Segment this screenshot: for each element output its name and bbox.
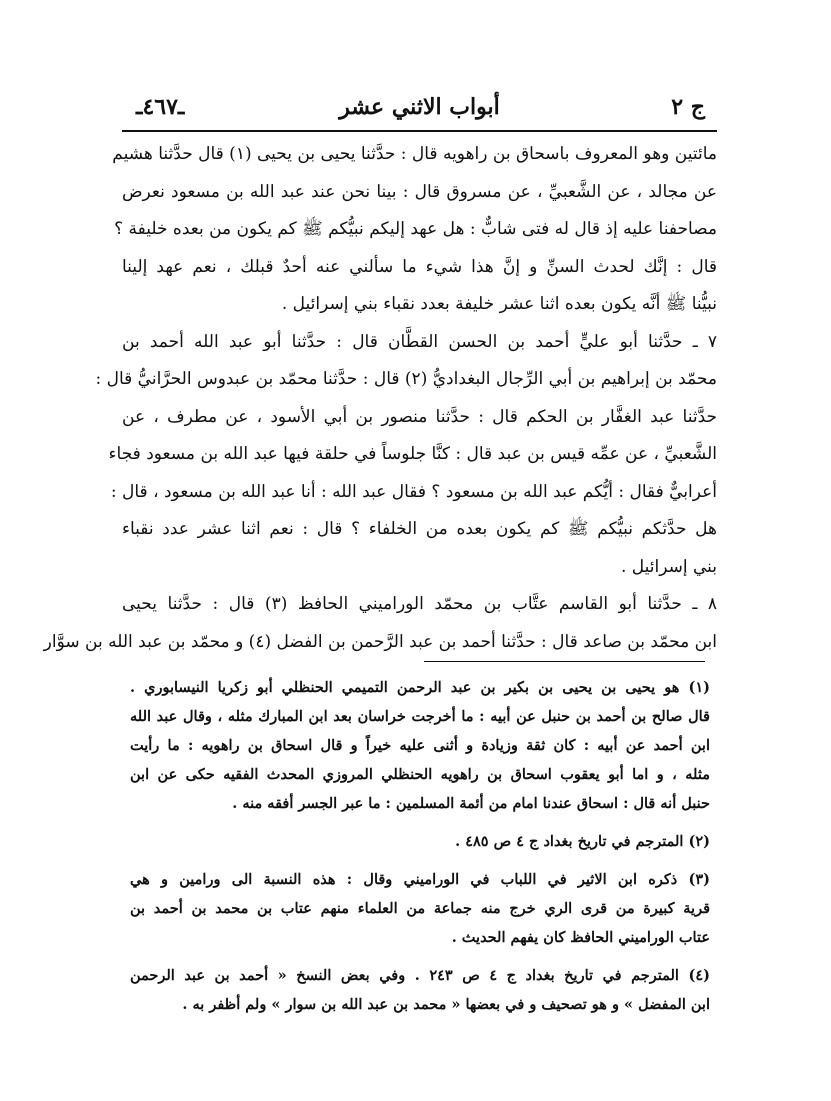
footnote-line: (٤) المترجم في تاريخ بغداد ج ٤ ص ٢٤٣ . وفي بعض النسخ « أحمد بن عبد الرحمن	[130, 967, 710, 984]
text-line: نبيُّنا ﷺ أنَّه يكون بعده اثنا عشر خليفة بعدد نقباء بني إسرائيل .	[281, 294, 717, 314]
text-line: حدَّثنا عبد الغفَّار بن الحكم قال : حدَّثنا منصور بن أبي الأسود ، عن مطرف ، عن	[122, 406, 717, 427]
text-line: مصاحفنا عليه إذ قال له فتى شابٌّ : هل عهد إليكم نبيُّكم ﷺ كم يكون من بعده خليفة ؟	[114, 219, 717, 239]
text-line: قال : إنَّك لحدث السنِّ و إنَّ هذا شيء ما سألني عنه أحدٌ قبلك ، نعم عهد إلينا	[122, 256, 717, 277]
footnote-2	[130, 827, 710, 856]
footnote-line: حنبل أنه قال : اسحاق عندنا امام من أئمة المسلمين : ما عبر الجسر أفقه منه .	[232, 795, 710, 812]
main-text	[43, 136, 717, 661]
text-line: هل حدَّثكم نبيُّكم ﷺ كم يكون بعده من الخلفاء ؟ قال : نعم اثنا عشر عدد نقباء	[122, 519, 717, 539]
footnote-line: ابن أحمد عن أبيه : كان ثقة وزيادة و أثنى عليه خيراً و قال اسحاق بن راهويه : ما رأيت	[130, 737, 710, 754]
footnotes	[130, 673, 710, 1028]
text-line: ٧ ـ حدَّثنا أبو عليٍّ أحمد بن الحسن القطَّان قال : حدَّثنا أبو عبد الله أحمد بن	[122, 331, 717, 352]
footnote-separator	[424, 661, 705, 662]
footnote-line: قرية كبيرة من قرى الري خرج منه جماعة من العلماء منهم عتاب بن محمد بن أحمد بن	[130, 900, 710, 917]
page-number: ـ٤٦٧ـ	[136, 94, 185, 120]
footnote-line: (١) هو يحيى بن يحيى بن بكير بن عبد الرحمن التميمي الحنظلي أبو زكريا النيسابوري .	[130, 679, 710, 696]
footnote-line: عتاب الوراميني الحافظ كان يفهم الحديث .	[451, 929, 710, 946]
footnote-line: قال صالح بن أحمد بن حنبل عن أبيه : ما أخرجت خراسان بعد ابن المبارك مثله ، وقال عبد الله	[130, 708, 710, 725]
page-header	[122, 94, 717, 128]
text-line: بني إسرائيل .	[620, 556, 717, 577]
text-line: الشَّعبيِّ ، عن عمِّه قيس بن عبد قال : كنَّا جلوساً في حلقة فيها عبد الله بن مسعود فجاء	[108, 444, 717, 464]
footnote-line: (٢) المترجم في تاريخ بغداد ج ٤ ص ٤٨٥ .	[455, 833, 710, 850]
text-line: أعرابيٌّ فقال : أيُّكم عبد الله بن مسعود ؟ فقال عبد الله : أنا عبد الله بن مسعود ، قال :	[110, 481, 717, 502]
text-line: مائتين وهو المعروف باسحاق بن راهويه قال : حدَّثنا يحيى بن يحيى (١) قال حدَّثنا هشيم	[112, 144, 717, 164]
text-line: ابن محمّد بن صاعد قال : حدَّثنا أحمد بن عبد الرَّحمن بن الفضل (٤) و محمّد بن عبد الله بن سوَّار	[43, 631, 717, 652]
footnote-line: ابن المفضل » و هو تصحيف و في بعضها « محمد بن عبد الله بن سوار » ولم أظفر به .	[182, 996, 710, 1013]
header-rule	[122, 130, 717, 132]
section-title: أبواب الاثني عشر	[339, 94, 500, 120]
footnote-3	[130, 865, 710, 952]
text-line: محمّد بن إبراهيم بن أبي الرِّجال البغداديُّ (٢) قال : حدَّثنا محمّد بن عبدوس الحرَّانيُّ قال :	[95, 369, 717, 389]
footnote-4	[130, 961, 710, 1019]
footnote-1	[130, 673, 710, 818]
volume-label: ج ٢	[671, 94, 705, 120]
text-line: عن مجالد ، عن الشَّعبيِّ ، عن مسروق قال : بينا نحن عند عبد الله بن مسعود نعرض	[122, 181, 717, 202]
text-line: ٨ ـ حدَّثنا أبو القاسم عتَّاب بن محمّد الوراميني الحافظ (٣) قال : حدَّثنا يحيى	[122, 594, 717, 614]
footnote-line: مثله ، و اما أبو يعقوب اسحاق بن راهويه الحنظلي المروزي المحدث الفقيه حكى عن ابن	[130, 766, 710, 783]
footnote-line: (٣) ذكره ابن الاثير في اللباب في الوراميني وقال : هذه النسبة الى ورامين و هي	[130, 871, 710, 888]
